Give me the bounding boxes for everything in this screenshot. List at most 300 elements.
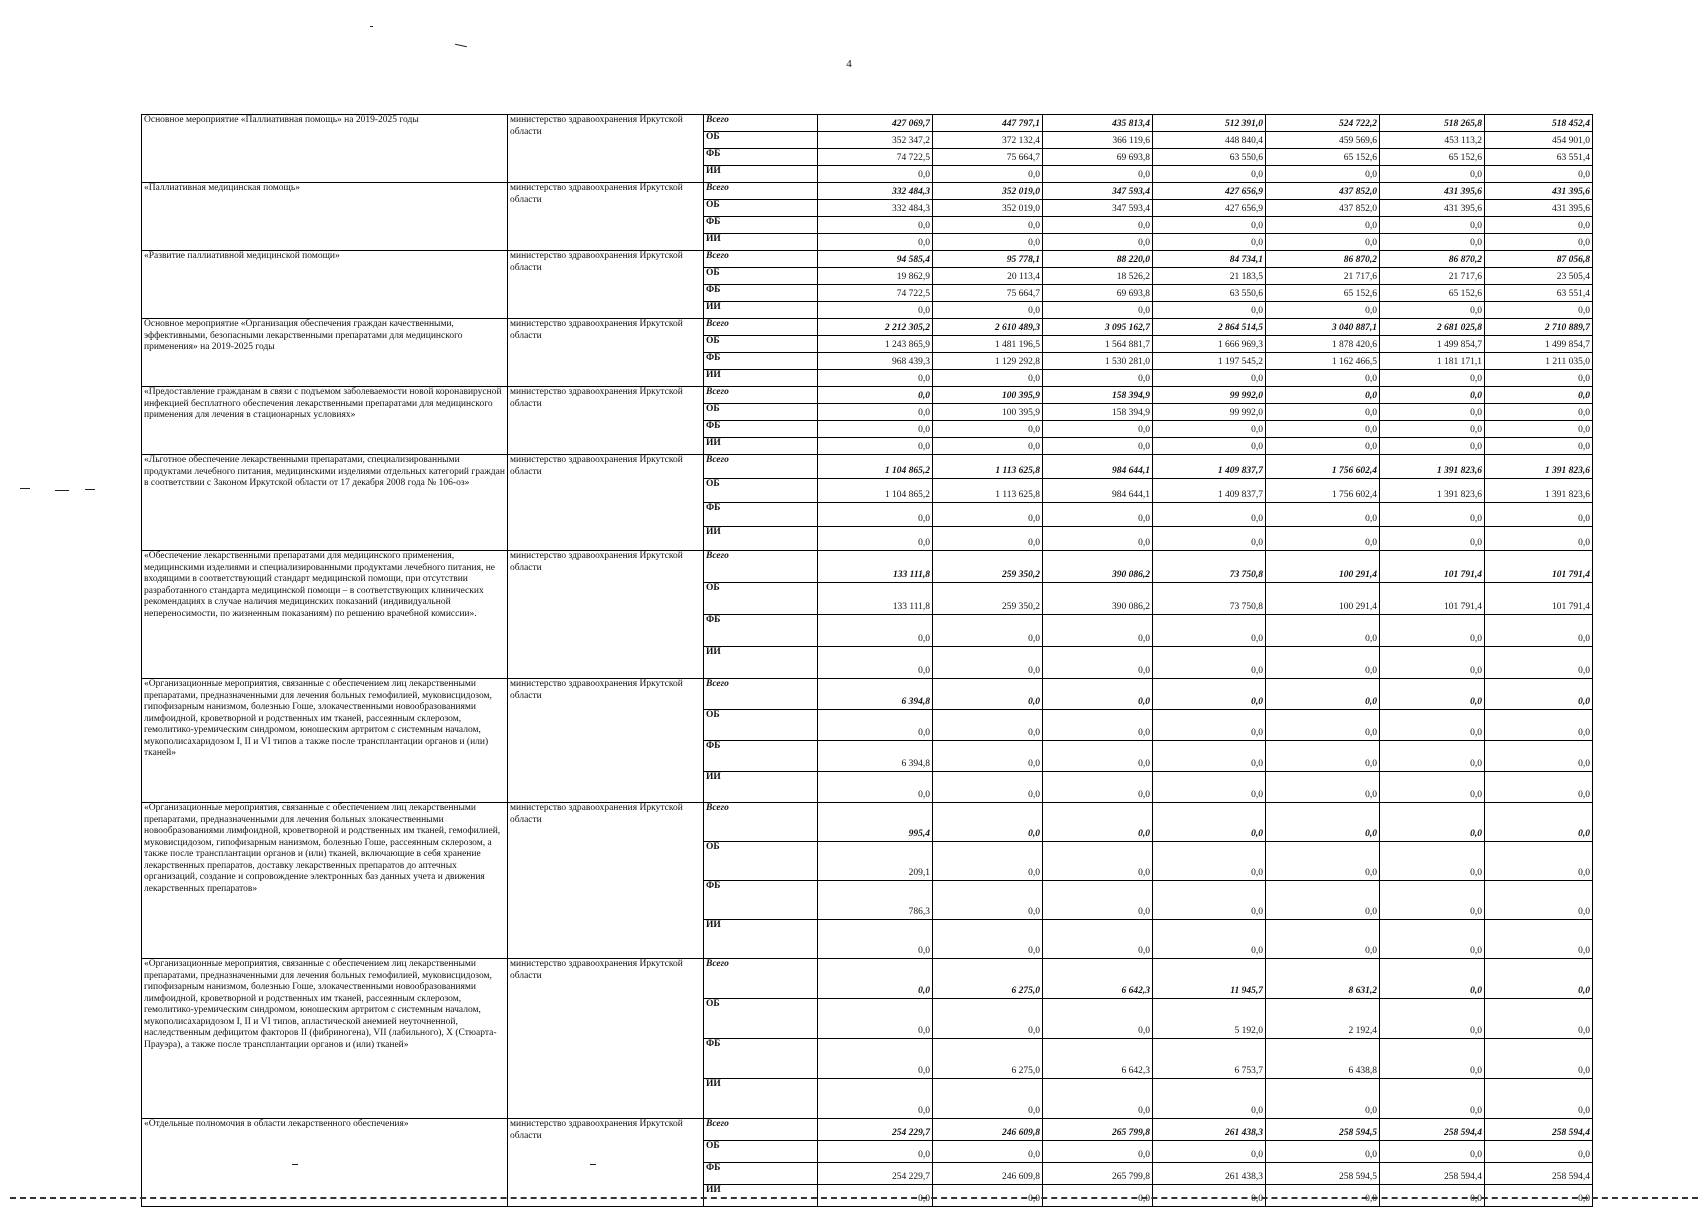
funding-source: ФБ xyxy=(704,503,818,527)
amount-cell: 0,0 xyxy=(1153,421,1266,438)
amount-cell: 1 564 881,7 xyxy=(1043,336,1153,353)
amount-cell: 995,4 xyxy=(818,803,933,842)
amount-cell: 0,0 xyxy=(1266,166,1380,183)
amount-cell: 0,0 xyxy=(1266,1141,1380,1163)
amount-cell: 0,0 xyxy=(933,1185,1043,1207)
amount-cell: 0,0 xyxy=(1043,679,1153,710)
amount-cell: 1 499 854,7 xyxy=(1380,336,1485,353)
amount-cell: 0,0 xyxy=(1380,1141,1485,1163)
amount-cell: 0,0 xyxy=(1380,387,1485,404)
amount-cell: 133 111,8 xyxy=(818,551,933,583)
amount-cell: 0,0 xyxy=(933,370,1043,387)
measure-name: «Развитие паллиативной медицинской помощи» xyxy=(142,251,508,319)
amount-cell: 366 119,6 xyxy=(1043,132,1153,149)
amount-cell: 0,0 xyxy=(1266,615,1380,647)
amount-cell: 0,0 xyxy=(1043,803,1153,842)
amount-cell: 1 113 625,8 xyxy=(933,479,1043,503)
amount-cell: 0,0 xyxy=(1266,1185,1380,1207)
amount-cell: 0,0 xyxy=(1380,527,1485,551)
amount-cell: 1 409 837,7 xyxy=(1153,455,1266,479)
amount-cell: 158 394,9 xyxy=(1043,387,1153,404)
amount-cell: 0,0 xyxy=(1266,234,1380,251)
amount-cell: 0,0 xyxy=(1266,842,1380,881)
funding-source: Всего xyxy=(704,319,818,336)
funding-source: ФБ xyxy=(704,217,818,234)
amount-cell: 518 265,8 xyxy=(1380,115,1485,132)
measure-name: Основное мероприятие «Паллиативная помощь» на 2019-2025 годы xyxy=(142,115,508,183)
amount-cell: 1 481 196,5 xyxy=(933,336,1043,353)
amount-cell: 0,0 xyxy=(933,503,1043,527)
amount-cell: 265 799,8 xyxy=(1043,1119,1153,1141)
funding-source: ФБ xyxy=(704,615,818,647)
amount-cell: 84 734,1 xyxy=(1153,251,1266,268)
amount-cell: 209,1 xyxy=(818,842,933,881)
amount-cell: 1 104 865,2 xyxy=(818,479,933,503)
amount-cell: 0,0 xyxy=(1043,999,1153,1039)
amount-cell: 0,0 xyxy=(1380,438,1485,455)
table-row xyxy=(142,679,1593,710)
amount-cell: 0,0 xyxy=(1380,803,1485,842)
amount-cell: 69 693,8 xyxy=(1043,149,1153,166)
amount-cell: 0,0 xyxy=(1485,166,1593,183)
amount-cell: 1 530 281,0 xyxy=(1043,353,1153,370)
amount-cell: 0,0 xyxy=(1380,404,1485,421)
amount-cell: 352 019,0 xyxy=(933,200,1043,217)
amount-cell: 0,0 xyxy=(818,387,933,404)
amount-cell: 0,0 xyxy=(1043,302,1153,319)
amount-cell: 259 350,2 xyxy=(933,551,1043,583)
amount-cell: 0,0 xyxy=(933,803,1043,842)
amount-cell: 372 132,4 xyxy=(933,132,1043,149)
amount-cell: 19 862,9 xyxy=(818,268,933,285)
amount-cell: 1 756 602,4 xyxy=(1266,455,1380,479)
amount-cell: 447 797,1 xyxy=(933,115,1043,132)
amount-cell: 0,0 xyxy=(1485,881,1593,920)
amount-cell: 0,0 xyxy=(1380,999,1485,1039)
measure-name: «Организационные мероприятия, связанные с обеспечением лиц лекарственными препаратами, предназначенными для лечения больных гемофилией, муковисцидозом, гипофизарным нанизмом, болезнью Гоше, злокачественными новообразованиями лимфоидной, кроветворной и родственных им тканей, рассеянным склерозом, гемолитико-уремическим синдромом, юношеским артритом с системным началом, мукополисахаридозом I, II и VI типов, апластической анемией неуточненной, наследственным дефицитом факторов II (фибриногена), VII (лабильного), X (Стюарта-Прауэра), а также после трансплантации органов и (или) тканей» xyxy=(142,959,508,1119)
amount-cell: 101 791,4 xyxy=(1485,551,1593,583)
amount-cell: 265 799,8 xyxy=(1043,1163,1153,1185)
funding-source: ИИ xyxy=(704,1079,818,1119)
amount-cell: 0,0 xyxy=(933,881,1043,920)
amount-cell: 431 395,6 xyxy=(1380,183,1485,200)
amount-cell: 65 152,6 xyxy=(1380,149,1485,166)
table-row xyxy=(142,1119,1593,1141)
amount-cell: 0,0 xyxy=(1485,387,1593,404)
scan-mark xyxy=(590,1164,596,1165)
amount-cell: 0,0 xyxy=(1266,1079,1380,1119)
amount-cell: 2 681 025,8 xyxy=(1380,319,1485,336)
funding-source: ИИ xyxy=(704,527,818,551)
funding-source: ФБ xyxy=(704,741,818,772)
amount-cell: 6 438,8 xyxy=(1266,1039,1380,1079)
amount-cell: 254 229,7 xyxy=(818,1119,933,1141)
funding-source: ОБ xyxy=(704,200,818,217)
amount-cell: 0,0 xyxy=(933,217,1043,234)
amount-cell: 100 395,9 xyxy=(933,404,1043,421)
amount-cell: 18 526,2 xyxy=(1043,268,1153,285)
amount-cell: 352 019,0 xyxy=(933,183,1043,200)
scan-mark xyxy=(20,488,30,489)
amount-cell: 0,0 xyxy=(1266,421,1380,438)
amount-cell: 0,0 xyxy=(1380,1185,1485,1207)
funding-source: ОБ xyxy=(704,404,818,421)
amount-cell: 0,0 xyxy=(1043,842,1153,881)
amount-cell: 0,0 xyxy=(1485,647,1593,679)
table-row xyxy=(142,959,1593,999)
table-row xyxy=(142,455,1593,479)
amount-cell: 0,0 xyxy=(1153,1185,1266,1207)
amount-cell: 0,0 xyxy=(818,370,933,387)
amount-cell: 73 750,8 xyxy=(1153,551,1266,583)
amount-cell: 258 594,5 xyxy=(1266,1163,1380,1185)
amount-cell: 258 594,4 xyxy=(1380,1163,1485,1185)
amount-cell: 390 086,2 xyxy=(1043,551,1153,583)
amount-cell: 1 243 865,9 xyxy=(818,336,933,353)
funding-source: ОБ xyxy=(704,999,818,1039)
amount-cell: 431 395,6 xyxy=(1485,200,1593,217)
amount-cell: 332 484,3 xyxy=(818,200,933,217)
scan-mark xyxy=(85,489,95,490)
amount-cell: 0,0 xyxy=(1153,772,1266,803)
amount-cell: 0,0 xyxy=(1266,438,1380,455)
amount-cell: 0,0 xyxy=(1153,438,1266,455)
amount-cell: 0,0 xyxy=(1485,772,1593,803)
amount-cell: 0,0 xyxy=(933,302,1043,319)
amount-cell: 0,0 xyxy=(1266,881,1380,920)
amount-cell: 63 551,4 xyxy=(1485,149,1593,166)
amount-cell: 87 056,8 xyxy=(1485,251,1593,268)
amount-cell: 0,0 xyxy=(1485,217,1593,234)
amount-cell: 0,0 xyxy=(1153,803,1266,842)
amount-cell: 69 693,8 xyxy=(1043,285,1153,302)
amount-cell: 1 391 823,6 xyxy=(1380,479,1485,503)
budget-table xyxy=(141,114,1593,1207)
amount-cell: 0,0 xyxy=(1153,881,1266,920)
amount-cell: 0,0 xyxy=(1380,679,1485,710)
amount-cell: 0,0 xyxy=(1153,920,1266,959)
amount-cell: 390 086,2 xyxy=(1043,583,1153,615)
funding-source: Всего xyxy=(704,959,818,999)
amount-cell: 0,0 xyxy=(1380,370,1485,387)
funding-source: Всего xyxy=(704,115,818,132)
amount-cell: 1 499 854,7 xyxy=(1485,336,1593,353)
amount-cell: 0,0 xyxy=(818,421,933,438)
amount-cell: 1 104 865,2 xyxy=(818,455,933,479)
amount-cell: 0,0 xyxy=(1380,741,1485,772)
amount-cell: 99 992,0 xyxy=(1153,404,1266,421)
amount-cell: 0,0 xyxy=(1485,503,1593,527)
amount-cell: 0,0 xyxy=(1380,217,1485,234)
measure-name: «Паллиативная медицинская помощь» xyxy=(142,183,508,251)
amount-cell: 0,0 xyxy=(1153,370,1266,387)
amount-cell: 0,0 xyxy=(1485,302,1593,319)
measure-name: «Организационные мероприятия, связанные с обеспечением лиц лекарственными препаратами, предназначенными для лечения больных злокачественными новообразованиями лимфоидной, кроветворной и родственных им тканей, гемофилией, муковисцидозом, гипофизарным нанизмом, болезнью Гоше, рассеянным склерозом, а также после трансплантации органов и (или) тканей, включающие в себя хранение лекарственных препаратов, доставку лекарственных препаратов до аптечных организаций, создание и сопровождение электронных баз данных учета и движения лекарственных препаратов» xyxy=(142,803,508,959)
amount-cell: 0,0 xyxy=(1266,679,1380,710)
table-row xyxy=(142,387,1593,404)
amount-cell: 101 791,4 xyxy=(1380,583,1485,615)
amount-cell: 347 593,4 xyxy=(1043,200,1153,217)
funding-source: ИИ xyxy=(704,370,818,387)
funding-source: Всего xyxy=(704,455,818,479)
amount-cell: 75 664,7 xyxy=(933,285,1043,302)
amount-cell: 0,0 xyxy=(1485,959,1593,999)
executor: министерство здравоохранения Иркутской области xyxy=(508,455,704,551)
amount-cell: 261 438,3 xyxy=(1153,1119,1266,1141)
funding-source: ИИ xyxy=(704,166,818,183)
amount-cell: 0,0 xyxy=(818,1079,933,1119)
amount-cell: 254 229,7 xyxy=(818,1163,933,1185)
amount-cell: 63 550,6 xyxy=(1153,149,1266,166)
amount-cell: 0,0 xyxy=(818,217,933,234)
table-row xyxy=(142,115,1593,132)
amount-cell: 101 791,4 xyxy=(1380,551,1485,583)
amount-cell: 0,0 xyxy=(1380,503,1485,527)
amount-cell: 0,0 xyxy=(1043,1185,1153,1207)
amount-cell: 427 656,9 xyxy=(1153,183,1266,200)
amount-cell: 0,0 xyxy=(818,920,933,959)
amount-cell: 0,0 xyxy=(1043,438,1153,455)
amount-cell: 0,0 xyxy=(1485,842,1593,881)
amount-cell: 0,0 xyxy=(933,772,1043,803)
amount-cell: 259 350,2 xyxy=(933,583,1043,615)
amount-cell: 0,0 xyxy=(933,1141,1043,1163)
amount-cell: 2 192,4 xyxy=(1266,999,1380,1039)
amount-cell: 435 813,4 xyxy=(1043,115,1153,132)
amount-cell: 0,0 xyxy=(1380,772,1485,803)
amount-cell: 1 756 602,4 xyxy=(1266,479,1380,503)
amount-cell: 1 391 823,6 xyxy=(1380,455,1485,479)
amount-cell: 73 750,8 xyxy=(1153,583,1266,615)
amount-cell: 0,0 xyxy=(1266,503,1380,527)
funding-source: ИИ xyxy=(704,302,818,319)
funding-source: ИИ xyxy=(704,438,818,455)
amount-cell: 0,0 xyxy=(1380,959,1485,999)
amount-cell: 0,0 xyxy=(1153,1141,1266,1163)
amount-cell: 0,0 xyxy=(1485,741,1593,772)
funding-source: ФБ xyxy=(704,285,818,302)
amount-cell: 100 291,4 xyxy=(1266,551,1380,583)
amount-cell: 0,0 xyxy=(1266,370,1380,387)
amount-cell: 0,0 xyxy=(818,234,933,251)
amount-cell: 86 870,2 xyxy=(1380,251,1485,268)
amount-cell: 0,0 xyxy=(933,842,1043,881)
amount-cell: 1 181 171,1 xyxy=(1380,353,1485,370)
amount-cell: 524 722,2 xyxy=(1266,115,1380,132)
amount-cell: 0,0 xyxy=(933,234,1043,251)
table-body xyxy=(142,115,1593,1207)
amount-cell: 0,0 xyxy=(1153,527,1266,551)
amount-cell: 0,0 xyxy=(1380,920,1485,959)
table-row xyxy=(142,319,1593,336)
amount-cell: 0,0 xyxy=(1153,741,1266,772)
amount-cell: 0,0 xyxy=(1043,710,1153,741)
amount-cell: 0,0 xyxy=(1266,803,1380,842)
amount-cell: 0,0 xyxy=(818,302,933,319)
funding-source: ИИ xyxy=(704,920,818,959)
amount-cell: 0,0 xyxy=(1485,234,1593,251)
amount-cell: 5 192,0 xyxy=(1153,999,1266,1039)
executor: министерство здравоохранения Иркутской области xyxy=(508,319,704,387)
table-row xyxy=(142,183,1593,200)
amount-cell: 431 395,6 xyxy=(1485,183,1593,200)
amount-cell: 75 664,7 xyxy=(933,149,1043,166)
amount-cell: 74 722,5 xyxy=(818,285,933,302)
executor: министерство здравоохранения Иркутской области xyxy=(508,251,704,319)
amount-cell: 0,0 xyxy=(818,503,933,527)
amount-cell: 0,0 xyxy=(1485,527,1593,551)
amount-cell: 158 394,9 xyxy=(1043,404,1153,421)
amount-cell: 0,0 xyxy=(1153,217,1266,234)
amount-cell: 258 594,4 xyxy=(1485,1119,1593,1141)
amount-cell: 0,0 xyxy=(1153,710,1266,741)
measure-name: «Обеспечение лекарственными препаратами для медицинского применения, медицинскими изделиями и специализированными продуктами лечебного питания, не входящими в соответствующий стандарт медицинской помощи, при отсутствии разработанного стандарта медицинской помощи – в соответствующих клинических рекомендациях в случае наличия медицинских показаний (индивидуальной непереносимости, по жизненным показаниям) по решению врачебной комиссии». xyxy=(142,551,508,679)
amount-cell: 0,0 xyxy=(1266,920,1380,959)
amount-cell: 6 394,8 xyxy=(818,741,933,772)
amount-cell: 0,0 xyxy=(818,647,933,679)
amount-cell: 65 152,6 xyxy=(1266,149,1380,166)
amount-cell: 0,0 xyxy=(933,421,1043,438)
amount-cell: 0,0 xyxy=(1485,421,1593,438)
page-bottom-rule xyxy=(10,1197,1698,1199)
amount-cell: 0,0 xyxy=(1043,772,1153,803)
amount-cell: 0,0 xyxy=(818,1141,933,1163)
amount-cell: 0,0 xyxy=(1380,647,1485,679)
amount-cell: 1 113 625,8 xyxy=(933,455,1043,479)
amount-cell: 21 717,6 xyxy=(1380,268,1485,285)
amount-cell: 133 111,8 xyxy=(818,583,933,615)
scan-mark xyxy=(370,26,373,27)
executor: министерство здравоохранения Иркутской области xyxy=(508,803,704,959)
measure-name: «Льготное обеспечение лекарственными препаратами, специализированными продуктами лечебного питания, медицинскими изделиями отдельных категорий граждан в соответствии с Законом Иркутской области от 17 декабря 2008 года № 106-оз» xyxy=(142,455,508,551)
amount-cell: 0,0 xyxy=(1266,710,1380,741)
funding-source: ИИ xyxy=(704,1185,818,1207)
amount-cell: 0,0 xyxy=(1380,302,1485,319)
amount-cell: 0,0 xyxy=(1266,302,1380,319)
amount-cell: 23 505,4 xyxy=(1485,268,1593,285)
amount-cell: 2 710 889,7 xyxy=(1485,319,1593,336)
funding-source: ОБ xyxy=(704,710,818,741)
amount-cell: 0,0 xyxy=(933,920,1043,959)
amount-cell: 0,0 xyxy=(818,527,933,551)
amount-cell: 258 594,5 xyxy=(1266,1119,1380,1141)
scan-mark xyxy=(55,490,69,491)
amount-cell: 21 717,6 xyxy=(1266,268,1380,285)
amount-cell: 0,0 xyxy=(1485,679,1593,710)
amount-cell: 0,0 xyxy=(933,615,1043,647)
measure-name: «Предоставление гражданам в связи с подъемом заболеваемости новой коронавирусной инфекцией бесплатного обеспечения лекарственными препаратами для медицинского применения для лечения в стационарных условиях» xyxy=(142,387,508,455)
amount-cell: 984 644,1 xyxy=(1043,479,1153,503)
amount-cell: 3 095 162,7 xyxy=(1043,319,1153,336)
funding-source: ФБ xyxy=(704,149,818,166)
amount-cell: 0,0 xyxy=(1043,370,1153,387)
amount-cell: 0,0 xyxy=(818,999,933,1039)
funding-source: ОБ xyxy=(704,1141,818,1163)
amount-cell: 453 113,2 xyxy=(1380,132,1485,149)
amount-cell: 88 220,0 xyxy=(1043,251,1153,268)
amount-cell: 0,0 xyxy=(933,438,1043,455)
amount-cell: 63 551,4 xyxy=(1485,285,1593,302)
measure-name: «Организационные мероприятия, связанные с обеспечением лиц лекарственными препаратами, предназначенными для лечения больных гемофилией, муковисцидозом, гипофизарным нанизмом, болезнью Гоше, злокачественными новообразованиями лимфоидной, кроветворной и родственных им тканей, рассеянным склерозом, гемолитико-уремическим синдромом, юношеским артритом с системным началом, мукополисахаридозом I, II и VI типов а также после трансплантации органов и (или) тканей» xyxy=(142,679,508,803)
table-row xyxy=(142,251,1593,268)
amount-cell: 0,0 xyxy=(1485,710,1593,741)
amount-cell: 0,0 xyxy=(1153,679,1266,710)
funding-source: ФБ xyxy=(704,1039,818,1079)
funding-source: Всего xyxy=(704,387,818,404)
amount-cell: 448 840,4 xyxy=(1153,132,1266,149)
funding-source: ФБ xyxy=(704,353,818,370)
funding-source: Всего xyxy=(704,803,818,842)
amount-cell: 0,0 xyxy=(1043,615,1153,647)
amount-cell: 6 394,8 xyxy=(818,679,933,710)
amount-cell: 0,0 xyxy=(1153,503,1266,527)
amount-cell: 431 395,6 xyxy=(1380,200,1485,217)
executor: министерство здравоохранения Иркутской области xyxy=(508,387,704,455)
amount-cell: 65 152,6 xyxy=(1380,285,1485,302)
amount-cell: 95 778,1 xyxy=(933,251,1043,268)
amount-cell: 2 864 514,5 xyxy=(1153,319,1266,336)
funding-source: Всего xyxy=(704,1119,818,1141)
amount-cell: 8 631,2 xyxy=(1266,959,1380,999)
amount-cell: 86 870,2 xyxy=(1266,251,1380,268)
amount-cell: 1 391 823,6 xyxy=(1485,479,1593,503)
amount-cell: 0,0 xyxy=(1485,1039,1593,1079)
amount-cell: 0,0 xyxy=(1043,881,1153,920)
amount-cell: 786,3 xyxy=(818,881,933,920)
amount-cell: 74 722,5 xyxy=(818,149,933,166)
executor: министерство здравоохранения Иркутской области xyxy=(508,959,704,1119)
amount-cell: 0,0 xyxy=(1153,166,1266,183)
amount-cell: 437 852,0 xyxy=(1266,200,1380,217)
funding-source: ИИ xyxy=(704,772,818,803)
amount-cell: 21 183,5 xyxy=(1153,268,1266,285)
amount-cell: 0,0 xyxy=(818,710,933,741)
executor: министерство здравоохранения Иркутской области xyxy=(508,115,704,183)
amount-cell: 0,0 xyxy=(1043,647,1153,679)
amount-cell: 3 040 887,1 xyxy=(1266,319,1380,336)
amount-cell: 6 753,7 xyxy=(1153,1039,1266,1079)
executor: министерство здравоохранения Иркутской области xyxy=(508,183,704,251)
amount-cell: 0,0 xyxy=(1380,421,1485,438)
amount-cell: 968 439,3 xyxy=(818,353,933,370)
amount-cell: 0,0 xyxy=(1266,647,1380,679)
amount-cell: 0,0 xyxy=(1485,803,1593,842)
funding-source: ИИ xyxy=(704,647,818,679)
amount-cell: 0,0 xyxy=(1153,842,1266,881)
measure-name: «Отдельные полномочия в области лекарственного обеспечения» xyxy=(142,1119,508,1207)
funding-source: ФБ xyxy=(704,421,818,438)
amount-cell: 0,0 xyxy=(1043,1079,1153,1119)
amount-cell: 0,0 xyxy=(1485,999,1593,1039)
amount-cell: 0,0 xyxy=(818,166,933,183)
amount-cell: 347 593,4 xyxy=(1043,183,1153,200)
amount-cell: 0,0 xyxy=(1485,1141,1593,1163)
amount-cell: 1 211 035,0 xyxy=(1485,353,1593,370)
amount-cell: 0,0 xyxy=(1153,302,1266,319)
amount-cell: 0,0 xyxy=(933,679,1043,710)
amount-cell: 0,0 xyxy=(1043,217,1153,234)
amount-cell: 352 347,2 xyxy=(818,132,933,149)
funding-source: ФБ xyxy=(704,881,818,920)
measure-name: Основное мероприятие «Организация обеспечения граждан качественными, эффективными, безопасными лекарственными препаратами для медицинского применения» на 2019-2025 годы xyxy=(142,319,508,387)
amount-cell: 0,0 xyxy=(818,438,933,455)
amount-cell: 6 642,3 xyxy=(1043,959,1153,999)
amount-cell: 1 391 823,6 xyxy=(1485,455,1593,479)
amount-cell: 0,0 xyxy=(933,527,1043,551)
funding-source: Всего xyxy=(704,679,818,710)
amount-cell: 454 901,0 xyxy=(1485,132,1593,149)
amount-cell: 0,0 xyxy=(1485,1185,1593,1207)
